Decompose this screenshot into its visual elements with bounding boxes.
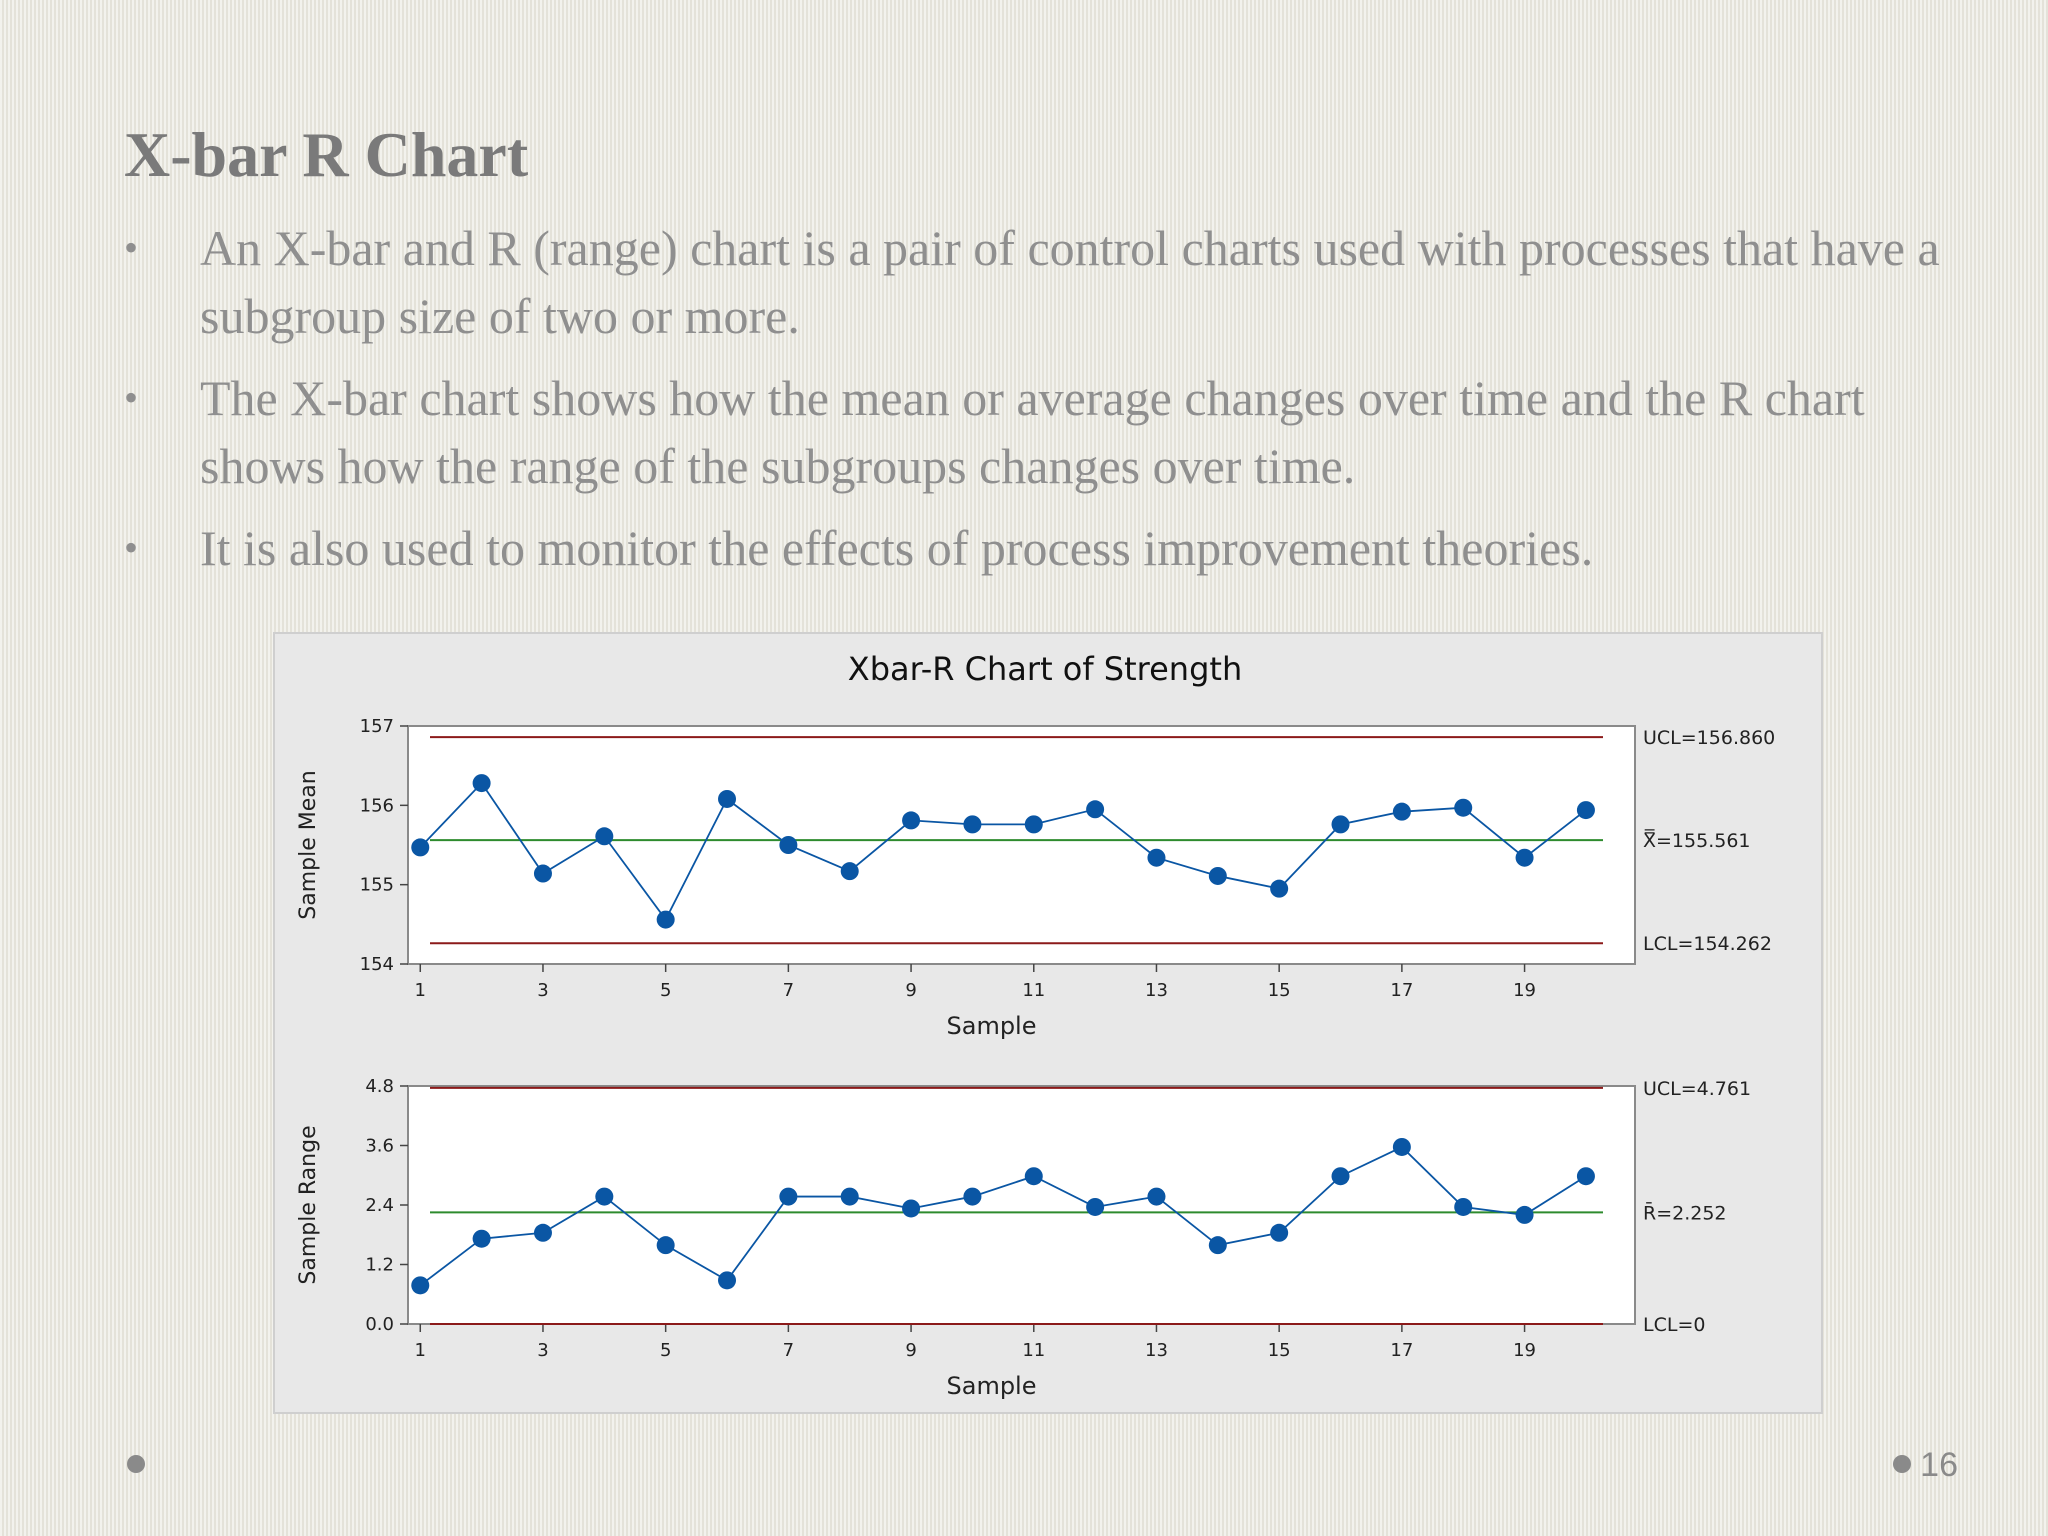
data-point [1393,803,1411,821]
data-point [1270,1224,1288,1242]
plot-area [408,726,1635,964]
data-point [1209,867,1227,885]
data-point [411,1276,429,1294]
data-point [1147,1188,1165,1206]
x-tick-label: 3 [537,1340,549,1361]
x-axis-label: Sample [946,1372,1037,1400]
data-point [841,1188,859,1206]
data-point [534,1224,552,1242]
x-tick-label: 7 [782,980,795,1001]
y-axis-label: Sample Mean [296,770,321,920]
data-point [595,827,613,845]
corner-dot-icon [127,1455,145,1473]
data-point [1332,1167,1350,1185]
corner-dot-icon [1893,1455,1911,1473]
y-tick-label: 0.0 [365,1314,394,1335]
y-axis-label: Sample Range [296,1125,321,1285]
chart-title: Xbar-R Chart of Strength [847,650,1243,688]
x-tick-label: 9 [905,980,917,1001]
bullet-item [124,214,1974,350]
data-point [1393,1138,1411,1156]
data-point [963,1188,981,1206]
x-tick-label: 13 [1145,980,1168,1001]
x-tick-label: 5 [659,1340,672,1361]
data-point [1516,1206,1534,1224]
x-axis-label: Sample [946,1012,1037,1040]
y-tick-label: 157 [359,716,394,737]
data-point [1270,880,1288,898]
center-label: R̄=2.252 [1643,1202,1727,1225]
chart-canvas [275,634,1821,1412]
data-point [718,790,736,808]
x-tick-label: 1 [414,1340,426,1361]
x-tick-label: 17 [1390,1340,1414,1361]
data-point [657,911,675,929]
data-point [657,1236,675,1254]
xbar-r-chart [273,632,1823,1414]
data-point [1577,801,1595,819]
lcl-label: LCL=0 [1643,1314,1706,1336]
bullet-item [124,514,1974,582]
data-point [1025,1167,1043,1185]
data-point [963,815,981,833]
data-point [902,1199,920,1217]
data-point [1086,1198,1104,1216]
data-point [841,862,859,880]
data-point [1086,800,1104,818]
center-label: X̿=155.561 [1643,830,1751,853]
bullet-text: The X-bar chart shows how the mean or average changes over time and the R chart shows how the range of the subgroups changes over time. [200,370,1865,494]
data-point [1454,1198,1472,1216]
x-tick-label: 11 [1022,1340,1046,1361]
x-tick-label: 15 [1267,1340,1291,1361]
bullet-dot-icon: • [124,375,139,420]
bullet-dot-icon: • [124,225,139,270]
data-point [1209,1236,1227,1254]
x-tick-label: 11 [1022,980,1046,1001]
bullet-text: An X-bar and R (range) chart is a pair of control charts used with processes that have a subgroup size of two or more. [200,220,1940,344]
plot-area [408,1086,1635,1324]
y-tick-label: 1.2 [365,1254,394,1276]
data-point [779,836,797,854]
ucl-label: UCL=156.860 [1643,727,1776,750]
page-number: 16 [1920,1446,1958,1484]
x-tick-label: 7 [782,1340,795,1361]
bullet-item [124,364,1974,500]
bullet-text: It is also used to monitor the effects of process improvement theories. [200,520,1594,576]
x-tick-label: 19 [1513,980,1537,1001]
x-tick-label: 17 [1390,980,1414,1001]
bullet-dot-icon: • [124,525,139,570]
y-tick-label: 2.4 [365,1195,394,1216]
x-tick-label: 13 [1145,1340,1168,1361]
bullet-list [124,214,1974,596]
data-point [1577,1167,1595,1185]
lcl-label: LCL=154.262 [1643,933,1772,956]
data-point [1454,799,1472,817]
y-tick-label: 4.8 [365,1076,394,1097]
y-tick-label: 154 [359,954,394,975]
ucl-label: UCL=4.761 [1643,1077,1752,1100]
x-tick-label: 3 [537,980,549,1001]
x-tick-label: 15 [1267,980,1291,1001]
x-tick-label: 1 [414,980,426,1001]
y-tick-label: 156 [359,795,394,817]
x-tick-label: 19 [1513,1340,1537,1361]
y-tick-label: 3.6 [365,1135,394,1157]
data-point [1147,849,1165,867]
data-point [1516,849,1534,867]
slide-title: X-bar R Chart [124,119,529,190]
data-point [779,1188,797,1206]
x-tick-label: 5 [659,980,672,1001]
data-point [718,1271,736,1289]
data-point [411,838,429,856]
data-point [902,811,920,829]
y-tick-label: 155 [359,874,394,896]
data-point [473,774,491,792]
x-tick-label: 9 [905,1340,917,1361]
data-point [473,1230,491,1248]
data-point [595,1188,613,1206]
data-point [534,865,552,883]
data-point [1332,815,1350,833]
data-point [1025,815,1043,833]
